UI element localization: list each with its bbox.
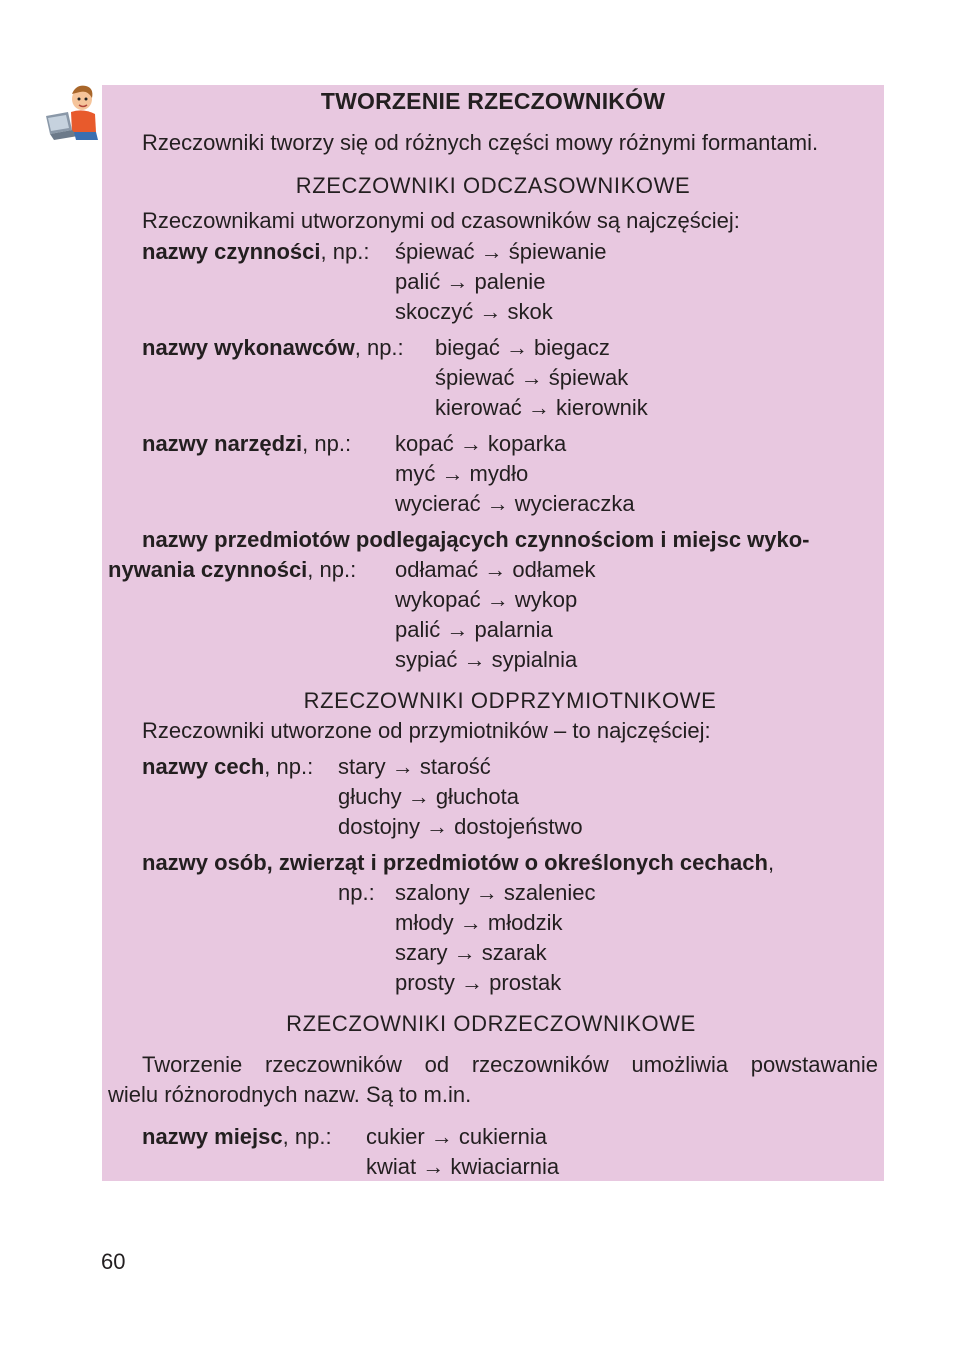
np-label: , np.: bbox=[320, 239, 370, 264]
example: wycierać → wycieraczka bbox=[395, 491, 635, 516]
example: cukier → cukiernia bbox=[366, 1124, 547, 1149]
group-label-tools bbox=[142, 429, 351, 459]
group-label-traits bbox=[142, 752, 313, 782]
example: palić → palenie bbox=[395, 269, 546, 294]
comma: , bbox=[767, 850, 775, 875]
section-intro-adjectival: Rzeczowniki utworzone od przymiotników – to najczęściej: bbox=[142, 718, 711, 743]
group-label-performers bbox=[142, 333, 404, 363]
group-label-persons bbox=[142, 848, 774, 878]
term: nazwy narzędzi bbox=[142, 431, 303, 456]
example: głuchy → głuchota bbox=[338, 784, 519, 809]
example: szary → szarak bbox=[395, 940, 547, 965]
intro-text: Rzeczowniki tworzy się od różnych części mowy różnymi formantami. bbox=[142, 130, 819, 155]
section-heading-nominal: RZECZOWNIKI ODRZECZOWNIKOWE bbox=[286, 1011, 696, 1036]
example: dostojny → dostojeństwo bbox=[338, 814, 583, 839]
term: nazwy osób, zwierząt i przedmiotów o określonych cechach bbox=[142, 850, 768, 875]
example: młody → młodzik bbox=[395, 910, 563, 935]
example: sypiać → sypialnia bbox=[395, 647, 578, 672]
example: myć → mydło bbox=[395, 461, 529, 486]
term: nywania czynności bbox=[108, 557, 308, 582]
np-label: , np.: bbox=[354, 335, 404, 360]
example: śpiewać → śpiewanie bbox=[395, 239, 607, 264]
np-label: , np.: bbox=[282, 1124, 332, 1149]
section-intro-verbal: Rzeczownikami utworzonymi od czasowników są najczęściej: bbox=[142, 208, 740, 233]
section-para-line2: wielu różnorodnych nazw. Są to m.in. bbox=[108, 1082, 472, 1107]
example: palić → palarnia bbox=[395, 617, 553, 642]
page-title: TWORZENIE RZECZOWNIKÓW bbox=[320, 88, 666, 114]
example: odłamać → odłamek bbox=[395, 557, 596, 582]
example: kopać → koparka bbox=[395, 431, 567, 456]
page-number: 60 bbox=[101, 1249, 126, 1274]
rule-box bbox=[102, 85, 884, 1181]
np-label: , np.: bbox=[302, 431, 352, 456]
group-label-objects-line1: nazwy przedmiotów podlegających czynnościom i miejsc wyko- bbox=[142, 527, 810, 552]
term: nazwy wykonawców bbox=[142, 335, 355, 360]
example: kwiat → kwiaciarnia bbox=[366, 1154, 560, 1179]
term: nazwy czynności bbox=[142, 239, 321, 264]
section-heading-adjectival: RZECZOWNIKI ODPRZYMIOTNIKOWE bbox=[303, 688, 717, 713]
term: nazwy miejsc bbox=[142, 1124, 283, 1149]
group-label-objects-line2 bbox=[108, 555, 356, 585]
example: biegać → biegacz bbox=[435, 335, 610, 360]
example: stary → starość bbox=[338, 754, 491, 779]
group-label-places bbox=[142, 1122, 332, 1152]
np-label: np.: bbox=[338, 880, 375, 905]
section-para-line1: Tworzenie rzeczowników od rzeczowników umożliwia powstawanie bbox=[142, 1052, 878, 1077]
example: skoczyć → skok bbox=[395, 299, 553, 324]
boy-with-laptop-icon bbox=[38, 82, 102, 144]
np-label: , np.: bbox=[307, 557, 357, 582]
section-heading-verbal: RZECZOWNIKI ODCZASOWNIKOWE bbox=[295, 173, 691, 198]
example: prosty → prostak bbox=[395, 970, 562, 995]
example: wykopać → wykop bbox=[395, 587, 578, 612]
group-label-actions bbox=[142, 237, 369, 267]
np-label: , np.: bbox=[264, 754, 314, 779]
example: szalony → szaleniec bbox=[395, 880, 596, 905]
example: kierować → kierownik bbox=[435, 395, 648, 420]
term: nazwy cech bbox=[142, 754, 265, 779]
example: śpiewać → śpiewak bbox=[435, 365, 629, 390]
